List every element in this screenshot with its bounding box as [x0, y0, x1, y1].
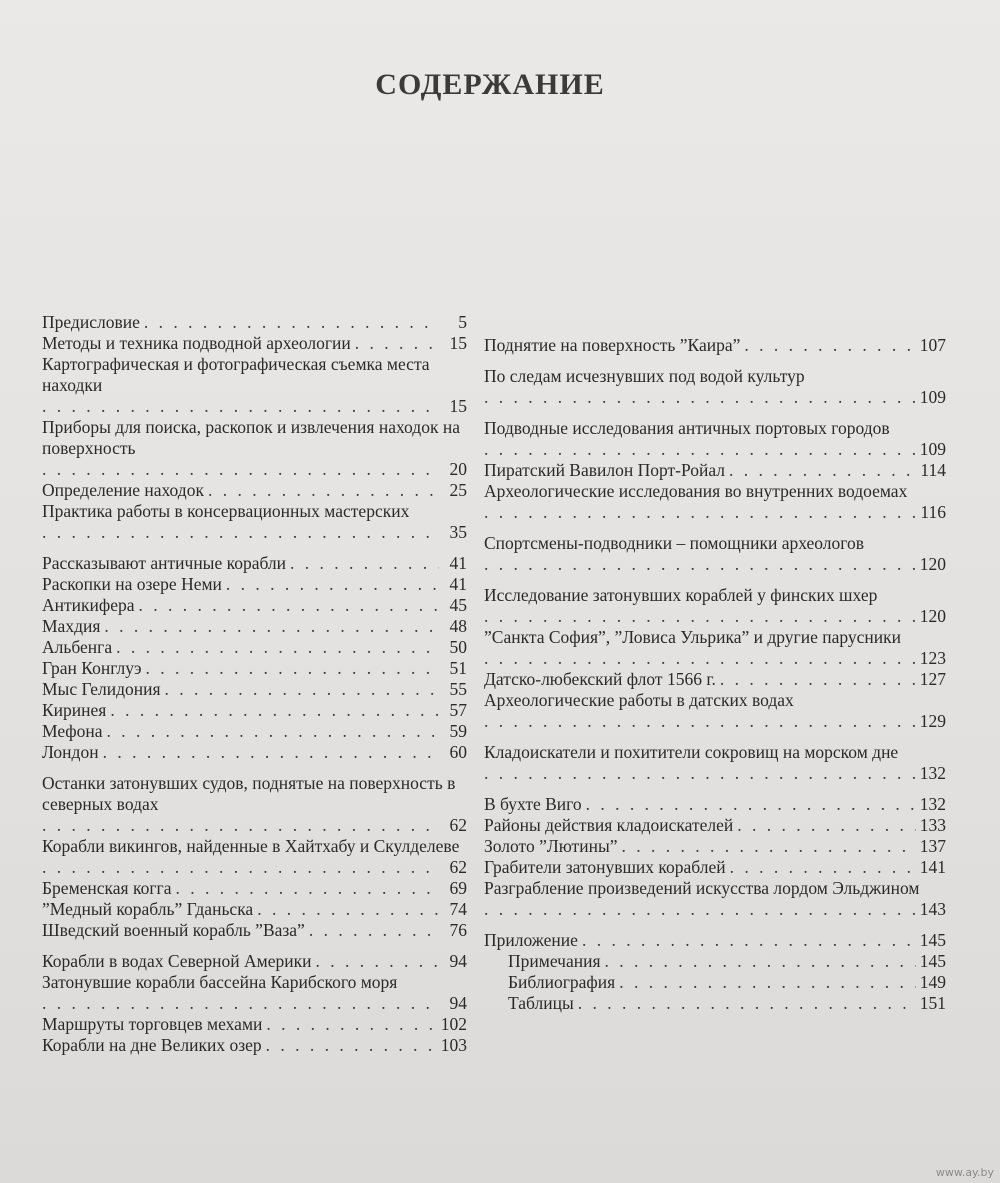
toc-entry[interactable] — [42, 333, 467, 354]
toc-page-number: 109 — [919, 439, 946, 459]
toc-entry-title: Археологические работы в датских водах — [484, 690, 794, 710]
toc-page-line — [42, 396, 467, 417]
section-gap — [484, 784, 946, 794]
toc-entry[interactable] — [42, 1035, 467, 1056]
toc-entry-title: Антикифера — [42, 595, 135, 615]
toc-entry-title: Махдия — [42, 616, 101, 636]
watermark: www.ay.by — [935, 1166, 994, 1179]
toc-entry-title: Методы и техника подводной археологии — [42, 333, 351, 353]
toc-page-number: 50 — [449, 637, 467, 657]
toc-entry[interactable] — [484, 857, 946, 878]
dot-leader — [720, 669, 916, 690]
dot-leader — [139, 595, 439, 616]
toc-page-number: 137 — [919, 836, 946, 856]
toc-entry-title: Подводные исследования античных портовых городов — [484, 418, 890, 438]
toc-page-number: 41 — [449, 553, 467, 573]
toc-page-line — [484, 648, 946, 669]
toc-page-number: 51 — [449, 658, 467, 678]
dot-leader — [290, 553, 439, 574]
dot-leader — [145, 658, 439, 679]
dot-leader — [42, 993, 439, 1014]
toc-page-number: 48 — [449, 616, 467, 636]
toc-entry[interactable] — [42, 951, 467, 972]
toc-entry[interactable] — [484, 335, 946, 356]
toc-page-number: 45 — [449, 595, 467, 615]
toc-entry-title: Археологические исследования во внутренних водоемах — [484, 481, 908, 501]
toc-entry[interactable] — [484, 742, 946, 784]
toc-entry[interactable] — [484, 815, 946, 836]
toc-right-column — [484, 335, 946, 1014]
section-gap — [484, 356, 946, 366]
toc-entry[interactable] — [42, 312, 467, 333]
page-title: СОДЕРЖАНИЕ — [375, 68, 605, 101]
dot-leader — [103, 742, 439, 763]
toc-entry[interactable] — [484, 366, 946, 408]
toc-entry-title: Киринея — [42, 700, 107, 720]
toc-page-line — [42, 522, 467, 543]
toc-entry-title: Корабли в водах Северной Америки — [42, 951, 312, 971]
dot-leader — [266, 1014, 436, 1035]
toc-page-line — [484, 606, 946, 627]
dot-leader — [355, 333, 439, 354]
toc-entry-title: Спортсмены-подводники – помощники археологов — [484, 533, 865, 553]
toc-page-number: 141 — [919, 857, 946, 877]
toc-entry[interactable] — [484, 418, 946, 460]
dot-leader — [484, 899, 916, 920]
toc-entry-title: Маршруты торговцев мехами — [42, 1014, 263, 1034]
toc-page-number: 94 — [449, 951, 467, 971]
toc-entry-title: Исследование затонувших кораблей у финских шхер — [484, 585, 878, 605]
toc-entry[interactable] — [42, 616, 467, 637]
section-gap — [42, 543, 467, 553]
toc-page-number: 15 — [449, 333, 467, 353]
dot-leader — [175, 878, 439, 899]
toc-page-number: 109 — [919, 387, 946, 407]
toc-entry-title: Практика работы в консервационных мастерских — [42, 501, 410, 521]
toc-entry-title: Грабители затонувших кораблей — [484, 857, 726, 877]
toc-page-number: 145 — [919, 930, 946, 950]
toc-entry[interactable] — [42, 1014, 467, 1035]
toc-page-line — [484, 387, 946, 408]
toc-entry[interactable] — [42, 773, 467, 836]
toc-page-line — [42, 459, 467, 480]
toc-entry-title: Затонувшие корабли бассейна Карибского моря — [42, 972, 398, 992]
toc-page-line — [484, 502, 946, 523]
toc-page-number: 76 — [449, 920, 467, 940]
toc-entry[interactable] — [42, 878, 467, 899]
toc-entry[interactable] — [484, 460, 946, 481]
dot-leader — [266, 1035, 437, 1056]
toc-entry-title: Бременская когга — [42, 878, 172, 898]
toc-page-line — [42, 815, 467, 836]
toc-entry[interactable] — [484, 794, 946, 815]
toc-entry[interactable] — [42, 574, 467, 595]
toc-page-number: 102 — [440, 1014, 467, 1034]
toc-entry-title: Мефона — [42, 721, 103, 741]
toc-entry[interactable] — [42, 595, 467, 616]
dot-leader — [226, 574, 439, 595]
toc-entry-title: Альбенга — [42, 637, 113, 657]
toc-entry-title: Таблицы — [508, 993, 574, 1013]
toc-page-number: 129 — [919, 711, 946, 731]
toc-entry[interactable] — [484, 951, 946, 972]
toc-entry[interactable] — [42, 742, 467, 763]
toc-entry-title: Примечания — [508, 951, 601, 971]
section-gap — [484, 523, 946, 533]
toc-entry-title: Шведский военный корабль ”Ваза” — [42, 920, 305, 940]
toc-entry-title: ”Медный корабль” Гданьска — [42, 899, 254, 919]
toc-entry-title: Определение находок — [42, 480, 204, 500]
toc-entry[interactable] — [484, 690, 946, 732]
toc-entry[interactable] — [42, 480, 467, 501]
toc-entry[interactable] — [42, 417, 467, 480]
toc-entry[interactable] — [42, 679, 467, 700]
dot-leader — [484, 711, 916, 732]
toc-page-number: 69 — [449, 878, 467, 898]
toc-page-number: 59 — [449, 721, 467, 741]
toc-page-line — [484, 763, 946, 784]
toc-entry[interactable] — [42, 972, 467, 1014]
toc-entry[interactable] — [42, 700, 467, 721]
dot-leader — [257, 899, 439, 920]
toc-page-number: 60 — [449, 742, 467, 762]
toc-entry-title: Предисловие — [42, 312, 140, 332]
dot-leader — [484, 554, 916, 575]
section-gap — [42, 763, 467, 773]
toc-page-number: 62 — [449, 857, 467, 877]
toc-page-number: 143 — [919, 899, 946, 919]
toc-entry[interactable] — [484, 627, 946, 669]
toc-page-line — [484, 711, 946, 732]
toc-page-number: 120 — [919, 606, 946, 626]
dot-leader — [484, 502, 916, 523]
toc-page-number: 132 — [919, 794, 946, 814]
toc-entry-title: Картографическая и фотографическая съемка места находки — [42, 354, 430, 395]
dot-leader — [42, 857, 439, 878]
toc-page-number: 107 — [919, 335, 946, 355]
section-gap — [484, 408, 946, 418]
toc-entry-title: Библиография — [508, 972, 616, 992]
toc-page-number: 103 — [440, 1035, 467, 1055]
toc-entry-title: Останки затонувших судов, поднятые на поверхность в северных водах — [42, 773, 456, 814]
section-gap — [484, 920, 946, 930]
toc-entry[interactable] — [484, 878, 946, 920]
toc-page-line — [42, 857, 467, 878]
toc-entry-title: По следам исчезнувших под водой культур — [484, 366, 805, 386]
toc-page-number: 145 — [919, 951, 946, 971]
dot-leader — [729, 460, 916, 481]
dot-leader — [484, 387, 916, 408]
toc-page-number: 35 — [449, 522, 467, 542]
toc-entry[interactable] — [484, 533, 946, 575]
toc-page-number: 20 — [449, 459, 467, 479]
dot-leader — [42, 815, 439, 836]
dot-leader — [116, 637, 439, 658]
toc-entry-title: Приложение — [484, 930, 578, 950]
dot-leader — [744, 335, 915, 356]
toc-entry-title: Корабли на дне Великих озер — [42, 1035, 262, 1055]
dot-leader — [309, 920, 439, 941]
dot-leader — [619, 972, 916, 993]
dot-leader — [586, 794, 916, 815]
dot-leader — [484, 648, 916, 669]
toc-page-number: 41 — [449, 574, 467, 594]
toc-entry-title: Гран Конглуэ — [42, 658, 142, 678]
toc-entry[interactable] — [42, 899, 467, 920]
dot-leader — [165, 679, 439, 700]
toc-page-number: 151 — [919, 993, 946, 1013]
section-gap — [484, 732, 946, 742]
toc-entry-title: Кладоискатели и похитители сокровищ на морском дне — [484, 742, 899, 762]
toc-entry-title: Поднятие на поверхность ”Каира” — [484, 335, 741, 355]
toc-page-number: 55 — [449, 679, 467, 699]
toc-entry-title: В бухте Виго — [484, 794, 582, 814]
toc-entry[interactable] — [42, 354, 467, 417]
toc-page-number: 25 — [449, 480, 467, 500]
toc-page-number: 120 — [919, 554, 946, 574]
toc-entry-title: Разграбление произведений искусства лордом Эльджином — [484, 878, 920, 898]
toc-page-number: 74 — [449, 899, 467, 919]
dot-leader — [621, 836, 915, 857]
dot-leader — [484, 763, 916, 784]
dot-leader — [730, 857, 916, 878]
toc-page-number: 15 — [449, 396, 467, 416]
toc-entry[interactable] — [42, 501, 467, 543]
dot-leader — [104, 616, 439, 637]
toc-page-number: 132 — [919, 763, 946, 783]
toc-page-number: 62 — [449, 815, 467, 835]
toc-entry[interactable] — [42, 836, 467, 878]
toc-page-line — [484, 554, 946, 575]
toc-entry[interactable] — [484, 972, 946, 993]
toc-entry-title: Раскопки на озере Неми — [42, 574, 222, 594]
toc-entry[interactable] — [42, 721, 467, 742]
toc-page-number: 114 — [920, 460, 946, 480]
toc-entry[interactable] — [484, 993, 946, 1014]
toc-entry[interactable] — [484, 930, 946, 951]
toc-page-number: 57 — [449, 700, 467, 720]
dot-leader — [582, 930, 916, 951]
toc-entry-title: Лондон — [42, 742, 99, 762]
toc-page-line — [484, 899, 946, 920]
dot-leader — [144, 312, 439, 333]
dot-leader — [484, 606, 916, 627]
toc-entry-title: Районы действия кладоискателей — [484, 815, 734, 835]
toc-entry[interactable] — [42, 658, 467, 679]
dot-leader — [208, 480, 439, 501]
dot-leader — [605, 951, 916, 972]
dot-leader — [737, 815, 916, 836]
toc-entry-title: Пиратский Вавилон Порт-Ройал — [484, 460, 726, 480]
section-gap — [484, 575, 946, 585]
toc-page-number: 133 — [919, 815, 946, 835]
section-gap — [42, 941, 467, 951]
toc-entry[interactable] — [42, 553, 467, 574]
toc-page-line — [42, 993, 467, 1014]
dot-leader — [578, 993, 916, 1014]
toc-page-number: 149 — [919, 972, 946, 992]
toc-page-number: 127 — [919, 669, 946, 689]
dot-leader — [484, 439, 916, 460]
dot-leader — [42, 396, 439, 417]
toc-entry[interactable] — [484, 481, 946, 523]
toc-page-line — [484, 439, 946, 460]
toc-entry-title: Корабли викингов, найденные в Хайтхабу и Скулделеве — [42, 836, 460, 856]
toc-entry-title: Приборы для поиска, раскопок и извлечения находок на поверхность — [42, 417, 460, 458]
dot-leader — [110, 700, 439, 721]
toc-entry[interactable] — [484, 669, 946, 690]
toc-entry-title: Мыс Гелидония — [42, 679, 161, 699]
dot-leader — [107, 721, 439, 742]
toc-page-number: 5 — [458, 312, 467, 332]
toc-page-number: 116 — [920, 502, 946, 522]
toc-page-number: 94 — [449, 993, 467, 1013]
toc-entry[interactable] — [42, 637, 467, 658]
toc-entry[interactable] — [484, 836, 946, 857]
toc-entry-title: Золото ”Лютины” — [484, 836, 618, 856]
toc-entry-title: Датско-любекский флот 1566 г. — [484, 669, 716, 689]
dot-leader — [42, 522, 439, 543]
toc-entry-title: ”Санкта София”, ”Ловиса Ульрика” и другие парусники — [484, 627, 902, 647]
toc-left-column — [42, 312, 467, 1056]
toc-page-number: 123 — [919, 648, 946, 668]
toc-entry[interactable] — [484, 585, 946, 627]
toc-entry-title: Рассказывают античные корабли — [42, 553, 287, 573]
dot-leader — [315, 951, 439, 972]
dot-leader — [42, 459, 439, 480]
toc-entry[interactable] — [42, 920, 467, 941]
